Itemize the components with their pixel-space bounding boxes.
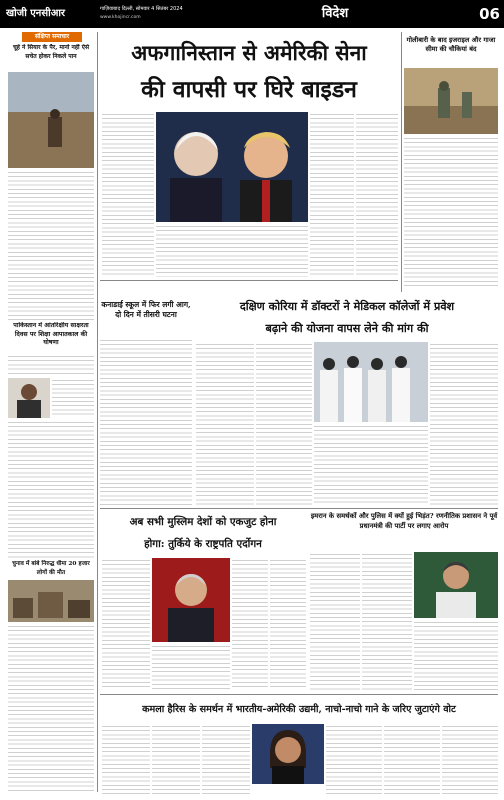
lead-body-col5: [356, 112, 398, 277]
turkey-photo-erdogan: [152, 558, 230, 642]
harris-body-col4: [326, 724, 382, 794]
turkey-headline-line1: अब सभी मुस्लिम देशों को एकजुट होना: [129, 516, 277, 528]
story3-body: [8, 624, 94, 792]
harris-body-col1: [102, 724, 150, 794]
h-rule-3: [100, 694, 498, 695]
lead-headline-line1: अफगानिस्तान से अमेरिकी सेना: [131, 40, 367, 65]
column-divider: [97, 32, 98, 792]
h-rule-2: [100, 508, 498, 509]
right-top-photo: [404, 68, 498, 134]
pakistan-body-col2: [362, 552, 412, 690]
harris-photo: [252, 724, 324, 784]
harris-body-col6: [442, 724, 498, 794]
story2-headline: पाकिस्तान में आंतरिक्षीय साक्षरता दिवस पर शिक्षा आपातकाल की घोषणा: [13, 322, 89, 346]
korea-body-col5: [430, 342, 498, 507]
canada-headline: कनाडाई स्कूल में फिर लगी आग, दो दिन में तीसरी घटना: [101, 300, 191, 319]
h-rule-1: [100, 280, 398, 281]
right-top-headline: गोलीबारी के बाद इजराइल और गाजा सीमा की चौकियां बंद: [406, 36, 496, 53]
harris-body-col2: [152, 724, 200, 794]
pakistan-body-col3: [414, 620, 498, 690]
turkey-body-col3: [232, 558, 268, 690]
lead-body-col4: [310, 112, 354, 277]
story2-body: [8, 420, 94, 558]
lead-photo-biden-trump: [156, 112, 308, 222]
korea-headline-line2: बढ़ाने की योजना वापस लेने की मांग की: [265, 321, 429, 335]
harris-body-col3: [202, 724, 250, 794]
lead-headline-line2: की वापसी पर घिरे बाइडन: [141, 76, 357, 103]
story3-headline: चुनाव में बांबे निरुद्ध धीमा 20 हजार लोगों की मौत: [12, 561, 90, 576]
pakistan-headline: इमरान के समर्थकों और पुलिस में क्यों हुई भिड़ंत? रणनीतिक प्रशासन ने पूर्व प्रधानमंत्री की पार्टी पर लगाए आरोप: [310, 512, 498, 530]
canada-body: [100, 338, 192, 506]
korea-body-col1: [196, 342, 254, 507]
korea-photo-doctors: [314, 342, 428, 422]
page-number: 06: [479, 5, 500, 23]
masthead-brand: खोजी एनसीआर: [6, 8, 66, 19]
story2-photo: [8, 378, 50, 418]
brief1-photo: [8, 72, 94, 168]
story2-body-top: [8, 354, 94, 376]
section-title: विदेश: [321, 6, 349, 21]
lead-body-col1: [102, 112, 154, 277]
harris-body-col5: [384, 724, 440, 794]
turkey-body-col1: [102, 558, 150, 690]
turkey-headline-line2: होगा: तुर्किये के राष्ट्रपति एर्दोगन: [144, 538, 262, 550]
brief1-body: [8, 170, 94, 320]
lead-photo-caption: [156, 224, 308, 277]
right-top-body: [404, 136, 498, 286]
pakistan-photo-imran: [414, 552, 498, 618]
korea-headline-line1: दक्षिण कोरिया में डॉक्टरों ने मेडिकल कॉलेजों में प्रवेश: [239, 299, 455, 313]
right-divider: [401, 32, 402, 292]
korea-photo-caption: [314, 424, 428, 506]
harris-headline: कमला हैरिस के समर्थन में भारतीय-अमेरिकी उद्यमी, नाचो-नाचो गाने के जरिए जुटाएंगे वोट: [142, 704, 456, 715]
turkey-photo-caption: [152, 644, 230, 690]
masthead-subline: www.khojincr.com: [100, 15, 141, 20]
pakistan-body-col1: [310, 552, 360, 690]
story2-body-side: [52, 378, 94, 418]
story3-photo: [8, 580, 94, 622]
briefs-kicker: संक्षिप्त समाचार: [22, 32, 82, 42]
turkey-body-col4: [270, 558, 306, 690]
brief1-headline: चूहे ने सियार के पैर, मानो नहीं ऐसे सचेत होकर निकले पान: [12, 44, 90, 60]
korea-body-col2: [256, 342, 312, 507]
masthead-dateline: गाज़ियाबाद दिल्ली, सोमवार 4 सितंबर 2024: [100, 6, 183, 12]
